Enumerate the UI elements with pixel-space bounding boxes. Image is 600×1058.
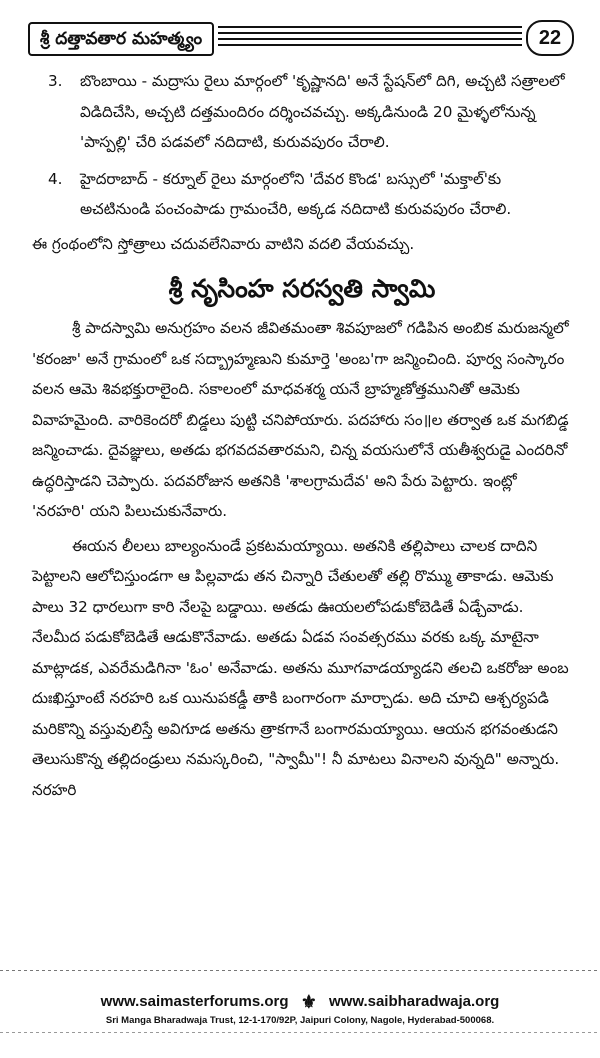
list-item-text: హైదరాబాద్ - కర్నూల్ రైలు మార్గంలోని 'దేవర కొండ' బస్సులో 'మక్తాల్'కు అచటినుండి పంచంపాడు గ్రామంచేరి, అక్కడ నదిదాటి కురువపురం చేరాలి. bbox=[80, 169, 512, 218]
fleur-de-lis-icon: ⚜ bbox=[300, 992, 317, 1012]
body-paragraph: శ్రీ పాదస్వామి అనుగ్రహం వలన జీవితమంతా శివపూజలో గడిపిన అంబిక మరుజన్మలో 'కరంజా' అనే గ్రామంలో ఒక సద్బ్రాహ్మణుని కుమార్తె 'అంబ'గా జన్మించింది. పూర్వ సంస్కారం వలన ఆమె శివభక్తురాలైంది. సకాలంలో మాధవశర్మ యనే బ్రాహ్మణోత్తమునితో ఆమెకు వివాహమైంది. వారికెందరో బిడ్డలు పుట్టి చనిపోయారు. పదహారు సం॥ల తర్వాత ఒక మగబిడ్డ జన్మించాడు. దైవజ్ఞులు, అతడు భగవదవతారమని, చిన్న వయసులోనే యతీశ్వరుడై ఎందరినో ఉద్ధరిస్తాడని చెప్పారు. పదవరోజున అతనికి 'శాలగ్రామదేవ' అని పేరు పెట్టారు. ఇంట్లో 'నరహరి' యని పిలుచుకునేవారు. bbox=[32, 319, 569, 520]
header-rule-lines bbox=[218, 26, 522, 48]
footer-links bbox=[0, 992, 600, 1012]
list-item bbox=[32, 164, 572, 225]
list-item-number: 4. bbox=[48, 169, 63, 188]
footer-divider bbox=[0, 970, 600, 978]
section-heading: శ్రీ నృసింహ సరస్వతి స్వామి bbox=[168, 274, 436, 303]
footer-address: Sri Manga Bharadwaja Trust, 12-1-170/92P, Jaipuri Colony, Nagole, Hyderabad-500068. bbox=[105, 1015, 495, 1026]
body-paragraph: ఈయన లీలలు బాల్యంనుండే ప్రకటమయ్యాయి. అతనికి తల్లిపాలు చాలక దాదిని పెట్టాలని ఆలోచిస్తుండగా ఆ పిల్లవాడు తన చిన్నారి చేతులతో తల్లి రొమ్ము తాకాడు. ఆమెకు పాలు 32 ధారలుగా కారి నేలపై బడ్డాయి. అతడు ఊయలలోపడుకోబెడితే ఏడ్చేవాడు. నేలమీద పడుకోబెడితే ఆడుకొనేవాడు. అతడు ఏడవ సంవత్సరము వరకు ఒక్క మాటైనా మాట్లాడక, ఎవరేమడిగినా 'ఓం' అనేవాడు. అతను మూగవాడయ్యాడని తలచి ఒకరోజు అంబ దుఃఖిస్తూంటే నరహరి ఒక యినుపకడ్డీ తాకి బంగారంగా మార్చాడు. అది చూచి ఆశ్చర్యపడి మరికొన్ని వస్తువులిస్తే అవిగూడ అతను త్రాకగానే బంగారమయ్యాయి. ఆయన భగవంతుడని తెలుసుకొన్న తల్లిదండ్రులు నమస్కరించి, "స్వామీ"! నీ మాటలు వినాలని వున్నది" అన్నారు. నరహరి bbox=[32, 536, 569, 799]
note-text: ఈ గ్రంథంలోని స్తోత్రాలు చదువలేనివారు వాటిని వదలి వేయవచ్చు. bbox=[32, 234, 415, 253]
list-item-text: బొంబాయి - మద్రాసు రైలు మార్గంలో 'కృష్ణానది' అనే స్టేషన్‌లో దిగి, అచ్చటి సత్రాలలో విడిదిచేసి, అచ్చటి దత్తమందిరం దర్శించవచ్చు. అక్కడినుండి 20 మైళ్ళలోనున్న 'పాస్పల్లి' చేరి పడవలో నదిదాటి, కురువపురం చేరాలి. bbox=[80, 72, 565, 151]
footer-bottom-divider bbox=[0, 1032, 600, 1033]
page-number: 22 bbox=[526, 20, 574, 56]
page-content bbox=[32, 66, 572, 805]
list-item bbox=[32, 66, 572, 158]
footer-link-saimasterforums[interactable]: www.saimasterforums.org bbox=[100, 993, 289, 1010]
page-header bbox=[28, 16, 574, 64]
book-title: శ్రీ దత్తావతార మహత్మ్యం bbox=[28, 22, 214, 56]
footer-link-saibharadwaja[interactable]: www.saibharadwaja.org bbox=[329, 993, 500, 1010]
page-footer bbox=[0, 992, 600, 1028]
list-item-number: 3. bbox=[48, 72, 63, 90]
